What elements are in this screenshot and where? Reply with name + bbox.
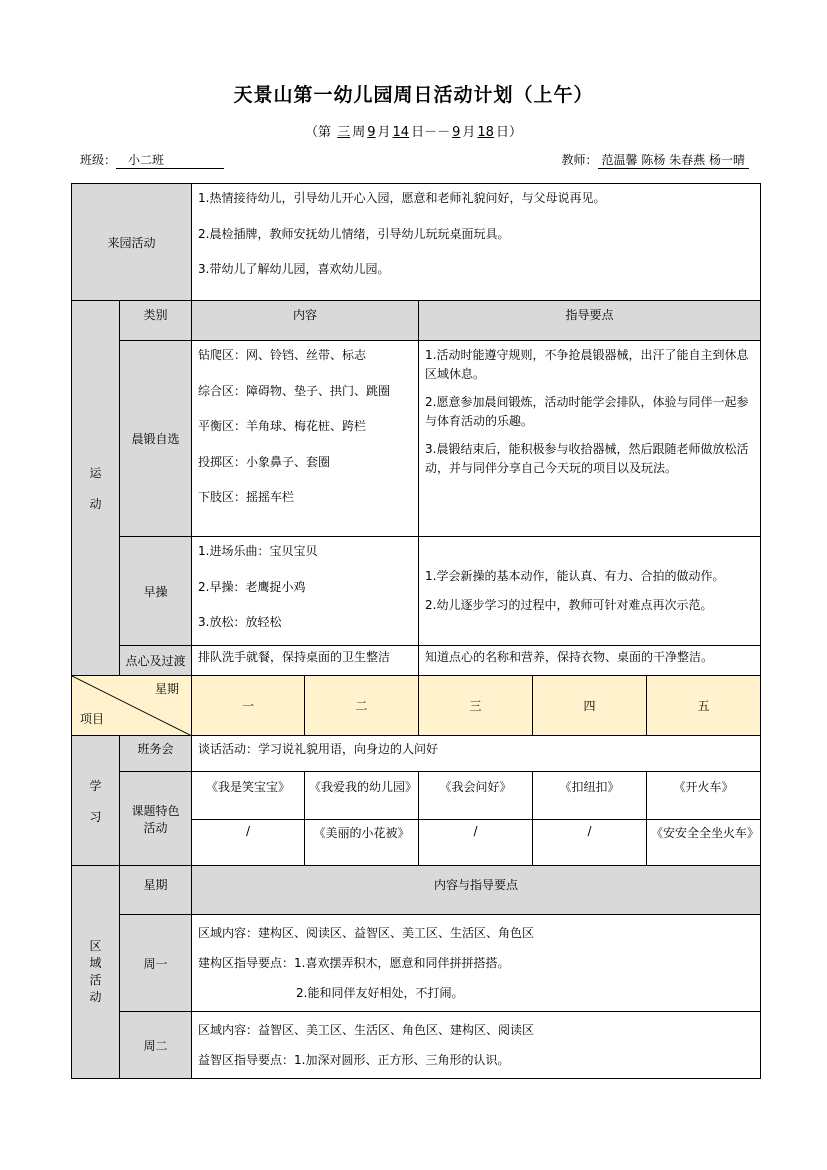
teacher-info (562, 151, 749, 169)
week-number: 三 (337, 125, 351, 140)
special-activity: / (419, 820, 533, 866)
day-thursday: 四 (533, 676, 647, 736)
study-label: 学 习 (72, 736, 120, 866)
arrival-row (72, 184, 761, 301)
teacher-value: 范温馨 陈杨 朱春燕 杨一晴 (598, 151, 749, 169)
sport-header-row (72, 301, 761, 341)
special-activity: / (533, 820, 647, 866)
morning-guide: 1.学会新操的基本动作，能认真、有力、合拍的做动作。 2.幼儿逐步学习的过程中，教师可针对难点再次示范。 (419, 537, 761, 646)
area-tuesday-label: 周二 (120, 1012, 192, 1079)
snack-row (72, 646, 761, 676)
end-month: 9 (452, 125, 461, 140)
date-range (0, 121, 827, 140)
start-day: 14 (392, 125, 410, 140)
meeting-label: 班务会 (120, 736, 192, 772)
category-header: 类别 (120, 301, 192, 341)
day-monday: 一 (192, 676, 305, 736)
page-title: 天景山第一幼儿园周日活动计划（上午） (233, 84, 594, 106)
item-header-label: 项目 (80, 712, 105, 726)
sport-label: 运 动 (72, 301, 120, 676)
guide-header: 指导要点 (419, 301, 761, 341)
exercise-row (72, 341, 761, 537)
day-wednesday: 三 (419, 676, 533, 736)
exercise-guide: 1.活动时能遵守规则，不争抢晨锻器械，出汗了能自主到休息区域休息。 2.愿意参加晨间锻炼，活动时能学会排队，体验与同伴一起参与体育活动的乐趣。 3.晨锻结束后，能积极参与收拾器械，然后跟随老师做放松活动，并与同伴分享自己今天玩的项目以及玩法。 (419, 341, 761, 537)
date-suffix: 日） (495, 125, 522, 140)
area-tuesday-content: 区域内容：益智区、美工区、生活区、角色区、建构区、阅读区 益智区指导要点：1.加深对圆形、正方形、三角形的认识。 (192, 1012, 761, 1079)
special-activity: 《扣纽扣》 (533, 772, 647, 820)
content-header: 内容 (192, 301, 419, 341)
arrival-item: 2.晨检插牌，教师安抚幼儿情绪，引导幼儿玩玩桌面玩具。 (198, 226, 510, 241)
area-content-header: 内容与指导要点 (192, 866, 761, 915)
morning-label: 早操 (120, 537, 192, 646)
special-activity: 《我是笑宝宝》 (192, 772, 305, 820)
week-item-header (72, 676, 192, 736)
special-label: 课题特色活动 (120, 772, 192, 866)
morning-exercise-row (72, 537, 761, 646)
arrival-item: 3.带幼儿了解幼儿园，喜欢幼儿园。 (198, 262, 390, 277)
area-label: 区 域 活 动 (72, 866, 120, 1079)
meeting-content: 谈话活动：学习说礼貌用语，向身边的人问好 (192, 736, 761, 772)
class-value: 小二班 (116, 151, 224, 169)
special-activity: 《我爱我的幼儿园》 (305, 772, 419, 820)
arrival-item: 1.热情接待幼儿，引导幼儿开心入园，愿意和老师礼貌问好，与父母说再见。 (198, 191, 606, 205)
area-week-header: 星期 (120, 866, 192, 915)
week-header-row (72, 676, 761, 736)
special-activity: / (192, 820, 305, 866)
teacher-label: 教师： (561, 153, 598, 167)
week-unit: 周 (352, 125, 366, 140)
exercise-label: 晨锻自选 (120, 341, 192, 537)
exercise-content: 钻爬区：网、铃铛、丝带、标志 综合区：障碍物、垫子、拱门、跳圈 平衡区：羊角球、梅花桩、跨栏 投掷区：小象鼻子、套圈 下肢区：摇摇车栏 (192, 341, 419, 537)
snack-label: 点心及过渡 (120, 646, 192, 676)
snack-guide: 知道点心的名称和营养，保持衣物、桌面的干净整洁。 (419, 646, 761, 676)
special-activity: 《美丽的小花被》 (305, 820, 419, 866)
special-activity: 《安安全全坐火车》 (647, 820, 761, 866)
month-unit: 月 (377, 125, 391, 140)
area-monday-content: 区域内容：建构区、阅读区、益智区、美工区、生活区、角色区 建构区指导要点：1.喜欢摆弄积木，愿意和同伴拼拼搭搭。 2.能和同伴友好相处，不打闹。 (192, 915, 761, 1012)
day-friday: 五 (647, 676, 761, 736)
plan-table (71, 183, 761, 1079)
month-unit: 月 (462, 125, 476, 140)
week-header-label: 星期 (155, 682, 180, 696)
area-monday-row (72, 915, 761, 1012)
morning-content: 1.进场乐曲：宝贝宝贝 2.早操：老鹰捉小鸡 3.放松：放轻松 (192, 537, 419, 646)
area-header-row (72, 866, 761, 915)
area-tuesday-row (72, 1012, 761, 1079)
meeting-row (72, 736, 761, 772)
class-info (80, 151, 224, 169)
day-tuesday: 二 (305, 676, 419, 736)
special-row-1 (72, 772, 761, 820)
arrival-content (192, 184, 761, 301)
arrival-label: 来园活动 (72, 184, 192, 301)
area-monday-label: 周一 (120, 915, 192, 1012)
date-prefix: （第 (305, 125, 332, 140)
special-activity: 《开火车》 (647, 772, 761, 820)
class-label: 班级： (80, 153, 117, 167)
day-separator: 日－－ (411, 125, 451, 140)
special-activity: 《我会问好》 (419, 772, 533, 820)
snack-content: 排队洗手就餐，保持桌面的卫生整洁 (192, 646, 419, 676)
start-month: 9 (367, 125, 376, 140)
end-day: 18 (477, 125, 494, 140)
